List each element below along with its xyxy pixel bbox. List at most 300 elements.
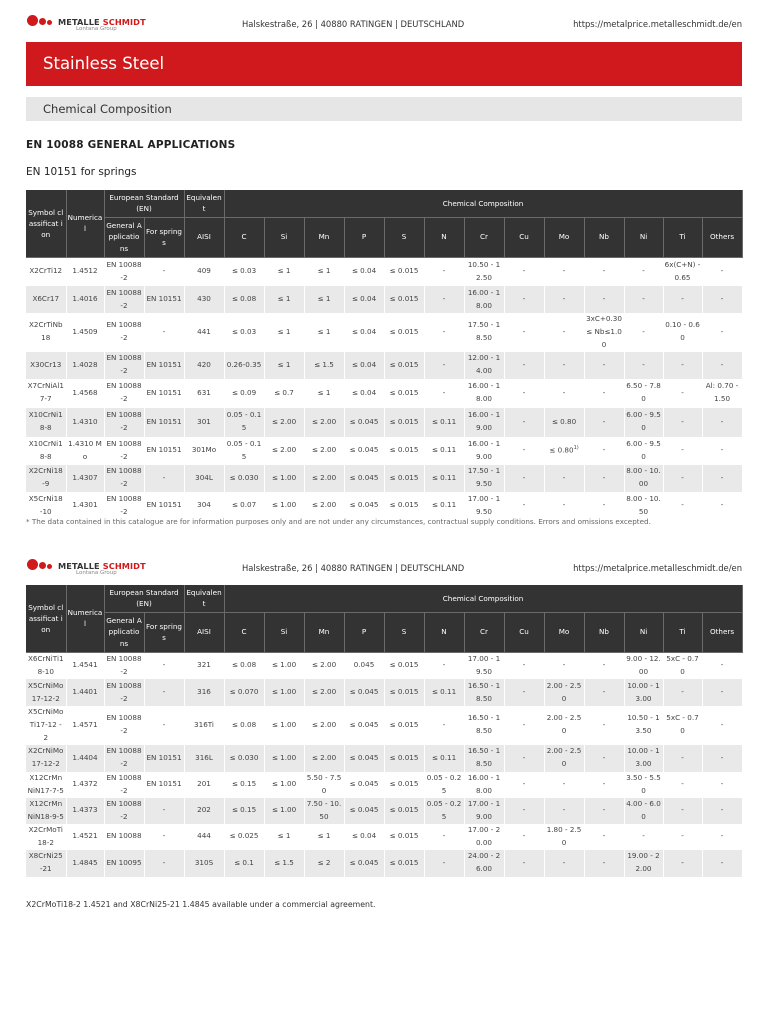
col-element-header: N — [424, 612, 464, 652]
table-row — [26, 679, 742, 706]
table-cell: ≤ 0.015 — [384, 379, 424, 408]
table-row — [26, 706, 742, 745]
table-cell: X2CrNi18 -9 — [26, 465, 66, 492]
table-cell: ≤ 0.03 — [224, 313, 264, 352]
table-cell: 0.05 - 0.25 — [424, 798, 464, 824]
table-cell: ≤ 1 — [264, 257, 304, 286]
table-cell: ≤ 0.015 — [384, 679, 424, 706]
logo-word-2: SCHMIDT — [102, 17, 146, 27]
table-cell: ≤ 0.030 — [224, 465, 264, 492]
table-cell: ≤ 0.045 — [344, 492, 384, 520]
table-cell: ≤ 0.80 — [544, 408, 584, 437]
table-cell: EN 10151 — [144, 352, 184, 379]
table-cell: - — [624, 824, 663, 850]
col-symbol-header: Symbol classificat ion — [26, 585, 66, 652]
table-cell: ≤ 2.00 — [304, 706, 344, 745]
table-row — [26, 745, 742, 772]
table-cell: - — [144, 824, 184, 850]
table-row — [26, 492, 742, 520]
col-element-header: Nb — [584, 612, 624, 652]
table-cell: ≤ 0.04 — [344, 352, 384, 379]
table-cell: ≤ 0.11 — [424, 465, 464, 492]
table-cell: 1.4509 — [66, 313, 104, 352]
table-cell: - — [663, 850, 702, 877]
table-cell: - — [702, 465, 742, 492]
table-cell: 17.50 - 19.50 — [464, 465, 504, 492]
table-cell: 7.50 - 10.50 — [304, 798, 344, 824]
table-cell: ≤ 1.00 — [264, 652, 304, 679]
table-cell: - — [584, 652, 624, 679]
table-cell: ≤ 0.04 — [344, 286, 384, 313]
table-cell: ≤ $0.80^{1)}$ — [544, 437, 584, 465]
table-cell: - — [663, 745, 702, 772]
table-cell: 8.00 - 10.00 — [624, 465, 663, 492]
table-cell: 6.00 - 9.50 — [624, 408, 663, 437]
table-cell: - — [504, 798, 544, 824]
table-cell: 310S — [184, 850, 224, 877]
table-cell: - — [144, 257, 184, 286]
title-banner — [26, 42, 742, 86]
table-cell: 24.00 - 26.00 — [464, 850, 504, 877]
table-cell: 1.4372 — [66, 772, 104, 798]
table-cell: X12CrMn NiN18-9-5 — [26, 798, 66, 824]
table-cell: ≤ 0.08 — [224, 706, 264, 745]
company-address: Halskestraße, 26 | 40880 RATINGEN | DEUTSCHLAND — [242, 563, 465, 573]
col-element-header: N — [424, 217, 464, 257]
table-cell: 1.4512 — [66, 257, 104, 286]
table-cell: - — [584, 286, 624, 313]
table-cell: - — [584, 379, 624, 408]
table-row — [26, 824, 742, 850]
col-numerical-header: Numerica l — [66, 190, 104, 257]
table-cell: 631 — [184, 379, 224, 408]
table-cell: 1.4373 — [66, 798, 104, 824]
table-cell: 2.00 - 2.50 — [544, 706, 584, 745]
table-cell: ≤ 1 — [304, 257, 344, 286]
table-cell: - — [702, 706, 742, 745]
table-cell: 5.50 - 7.50 — [304, 772, 344, 798]
table-cell: ≤ 1.00 — [264, 679, 304, 706]
table-cell: ≤ 0.04 — [344, 379, 384, 408]
table-cell: - — [624, 313, 663, 352]
table-cell: 1.4310 Mo — [66, 437, 104, 465]
composition-table-2 — [26, 585, 743, 877]
table-cell: ≤ 0.1 — [224, 850, 264, 877]
table-cell: X10CrNi1 8-8 — [26, 408, 66, 437]
table-cell: - — [584, 408, 624, 437]
subtitle-bar — [26, 97, 742, 121]
table-cell: EN 10151 — [144, 745, 184, 772]
table-cell: 19.00 - 22.00 — [624, 850, 663, 877]
table-cell: - — [544, 652, 584, 679]
table-cell: ≤ 0.015 — [384, 706, 424, 745]
table-cell: 10.50 - 12.50 — [464, 257, 504, 286]
table-cell: 5xC - 0.70 — [663, 706, 702, 745]
table-cell: ≤ 0.04 — [344, 257, 384, 286]
table-cell: - — [504, 772, 544, 798]
col-numerical-header: Numerica l — [66, 585, 104, 652]
col-element-header: S — [384, 217, 424, 257]
table-cell: 316Ti — [184, 706, 224, 745]
table-cell: ≤ 0.015 — [384, 313, 424, 352]
table-cell: - — [504, 286, 544, 313]
table-cell: - — [584, 798, 624, 824]
table-cell: 2.00 - 2.50 — [544, 679, 584, 706]
table-row — [26, 465, 742, 492]
table-cell: ≤ 1 — [304, 313, 344, 352]
table-cell: ≤ 1 — [304, 286, 344, 313]
col-element-header: Cu — [504, 217, 544, 257]
table-cell: - — [544, 465, 584, 492]
table-cell: ≤ 0.045 — [344, 798, 384, 824]
table-cell: - — [504, 652, 544, 679]
col-element-header: Mo — [544, 612, 584, 652]
col-element-header: C — [224, 217, 264, 257]
table-cell: EN 10088-2 — [104, 352, 144, 379]
col-aisi-header: AISI — [184, 612, 224, 652]
website-link[interactable]: https://metalprice.metalleschmidt.de/en — [573, 563, 742, 573]
table-cell: 316 — [184, 679, 224, 706]
table-cell: ≤ 0.15 — [224, 772, 264, 798]
table-cell: - — [504, 352, 544, 379]
table-cell: - — [702, 745, 742, 772]
table-cell: 1.4845 — [66, 850, 104, 877]
table-cell: 1.4301 — [66, 492, 104, 520]
table-cell: - — [624, 286, 663, 313]
table-cell: X2CrTi12 — [26, 257, 66, 286]
table-cell: ≤ 0.045 — [344, 850, 384, 877]
col-equivalent-header: Equivalen t — [184, 190, 224, 217]
table-cell: 321 — [184, 652, 224, 679]
table-cell: ≤ 0.11 — [424, 437, 464, 465]
table-cell: ≤ 0.11 — [424, 492, 464, 520]
table-cell: EN 10088-2 — [104, 798, 144, 824]
table-cell: - — [424, 706, 464, 745]
table-cell: X6Cr17 — [26, 286, 66, 313]
table-cell: 1.4028 — [66, 352, 104, 379]
table-cell: - — [424, 286, 464, 313]
table-cell: EN 10088 — [104, 824, 144, 850]
table-cell: - — [663, 352, 702, 379]
table-row — [26, 652, 742, 679]
table-row — [26, 772, 742, 798]
table-cell: ≤ 0.11 — [424, 679, 464, 706]
table-cell: - — [702, 437, 742, 465]
table-cell: ≤ 1 — [264, 824, 304, 850]
table-cell: 420 — [184, 352, 224, 379]
table-cell: ≤ 0.11 — [424, 408, 464, 437]
table-cell: - — [702, 408, 742, 437]
table-cell: EN 10088-2 — [104, 379, 144, 408]
table-cell: 3.50 - 5.50 — [624, 772, 663, 798]
table-cell: ≤ 1 — [304, 824, 344, 850]
table-cell: - — [544, 798, 584, 824]
disclaimer: * The data contained in this catalogue are for information purposes only and are not under any circumstances, contractual supply conditions. Errors and omissions excepted. — [26, 517, 651, 526]
table-cell: - — [584, 437, 624, 465]
table-row — [26, 437, 742, 465]
table-cell: ≤ 1 — [264, 286, 304, 313]
table-cell: ≤ 0.015 — [384, 798, 424, 824]
table-cell: ≤ 0.7 — [264, 379, 304, 408]
table-cell: 316L — [184, 745, 224, 772]
table-cell: ≤ 0.015 — [384, 465, 424, 492]
table-cell: ≤ 0.045 — [344, 408, 384, 437]
table-cell: - — [663, 379, 702, 408]
table-cell: ≤ 1.00 — [264, 772, 304, 798]
table-cell: - — [504, 313, 544, 352]
table-cell: X5CrNiMo Ti17-12 - 2 — [26, 706, 66, 745]
col-element-header: Mn — [304, 217, 344, 257]
table-cell: - — [144, 679, 184, 706]
table-cell: 201 — [184, 772, 224, 798]
website-link[interactable]: https://metalprice.metalleschmidt.de/en — [573, 19, 742, 29]
table-cell: 17.00 - 19.00 — [464, 798, 504, 824]
col-element-header: Mo — [544, 217, 584, 257]
table-cell: ≤ 0.015 — [384, 652, 424, 679]
table-cell: 17.50 - 18.50 — [464, 313, 504, 352]
table-cell: - — [702, 492, 742, 520]
table-cell: EN 10151 — [144, 492, 184, 520]
table-cell: - — [624, 257, 663, 286]
table-cell: - — [663, 492, 702, 520]
table-cell: EN 10088-2 — [104, 408, 144, 437]
table-cell: ≤ 0.015 — [384, 352, 424, 379]
table-cell: 444 — [184, 824, 224, 850]
col-element-header: Others — [702, 612, 742, 652]
table-cell: - — [504, 379, 544, 408]
table-cell: - — [144, 313, 184, 352]
table-row — [26, 798, 742, 824]
table-cell: - — [702, 824, 742, 850]
table-cell: 0.05 - 0.15 — [224, 437, 264, 465]
col-element-header: Ti — [663, 217, 702, 257]
page-header-2 — [26, 559, 742, 581]
table-cell: ≤ 2.00 — [304, 745, 344, 772]
col-element-header: Cr — [464, 612, 504, 652]
table-cell: - — [424, 257, 464, 286]
table-cell: Al: 0.70 - 1.50 — [702, 379, 742, 408]
table-cell: X30Cr13 — [26, 352, 66, 379]
table-cell: ≤ 1 — [264, 313, 304, 352]
table-cell: ≤ 0.045 — [344, 679, 384, 706]
table-cell: X5CrNi18 -10 — [26, 492, 66, 520]
table-cell: 1.4568 — [66, 379, 104, 408]
composition-table-1 — [26, 190, 743, 520]
table-cell: 6.50 - 7.80 — [624, 379, 663, 408]
table-cell: - — [544, 492, 584, 520]
table-cell: ≤ 1.00 — [264, 706, 304, 745]
table-cell: - — [702, 850, 742, 877]
table-cell: - — [584, 706, 624, 745]
table-cell: - — [663, 437, 702, 465]
table-cell: EN 10088-2 — [104, 652, 144, 679]
table-cell: - — [424, 313, 464, 352]
col-equivalent-header: Equivalen t — [184, 585, 224, 612]
table-cell: ≤ 0.025 — [224, 824, 264, 850]
col-element-header: S — [384, 612, 424, 652]
table-cell: - — [504, 465, 544, 492]
table-cell: - — [544, 257, 584, 286]
table-cell: - — [504, 745, 544, 772]
table-cell: - — [584, 772, 624, 798]
table-cell: - — [584, 850, 624, 877]
table-cell: X2CrTiNb 18 — [26, 313, 66, 352]
table-cell: ≤ 2.00 — [304, 408, 344, 437]
table-cell: ≤ 2.00 — [264, 408, 304, 437]
table-cell: ≤ 0.015 — [384, 850, 424, 877]
table-cell: ≤ 0.11 — [424, 745, 464, 772]
page-subtitle: Chemical Composition — [43, 102, 172, 116]
table-cell: ≤ 0.03 — [224, 257, 264, 286]
table-cell: - — [544, 379, 584, 408]
table-cell: - — [584, 492, 624, 520]
table-cell: 202 — [184, 798, 224, 824]
company-logo-2 — [26, 559, 146, 577]
table-cell: ≤ 0.04 — [344, 313, 384, 352]
table-cell: EN 10151 — [144, 286, 184, 313]
table-cell: - — [144, 850, 184, 877]
table-cell: ≤ 2.00 — [304, 492, 344, 520]
table-cell: 301 — [184, 408, 224, 437]
table-cell: - — [702, 772, 742, 798]
table-cell: 16.00 - 18.00 — [464, 379, 504, 408]
table-row — [26, 408, 742, 437]
table-cell: - — [544, 286, 584, 313]
table-cell: - — [504, 824, 544, 850]
table-cell: ≤ 1.00 — [264, 492, 304, 520]
col-chemical-composition-header: Chemical Composition — [224, 190, 742, 217]
table-cell: ≤ 0.04 — [344, 824, 384, 850]
table-cell: - — [424, 379, 464, 408]
table-cell: 304 — [184, 492, 224, 520]
table-cell: EN 10088-2 — [104, 465, 144, 492]
table-cell: ≤ 0.045 — [344, 706, 384, 745]
table-cell: X10CrNi1 8-8 — [26, 437, 66, 465]
table-cell: 1.4521 — [66, 824, 104, 850]
table-cell: EN 10088-2 — [104, 492, 144, 520]
table-cell: 6.00 - 9.50 — [624, 437, 663, 465]
table-cell: 8.00 - 10.50 — [624, 492, 663, 520]
table-cell: EN 10088-2 — [104, 745, 144, 772]
table-cell: - — [702, 313, 742, 352]
table-cell: ≤ 1.5 — [304, 352, 344, 379]
table-cell: - — [504, 679, 544, 706]
table-cell: ≤ 2.00 — [304, 652, 344, 679]
table-cell: EN 10151 — [144, 437, 184, 465]
company-address: Halskestraße, 26 | 40880 RATINGEN | DEUTSCHLAND — [242, 19, 465, 29]
table-cell: ≤ 2.00 — [304, 437, 344, 465]
table-cell: X7CrNiAl1 7-7 — [26, 379, 66, 408]
table-cell: EN 10151 — [144, 379, 184, 408]
table-cell: 16.50 - 18.50 — [464, 706, 504, 745]
table-cell: ≤ 0.015 — [384, 745, 424, 772]
table-cell: - — [584, 465, 624, 492]
table-cell: 10.00 - 13.00 — [624, 745, 663, 772]
table-cell: - — [504, 850, 544, 877]
section-title: EN 10088 GENERAL APPLICATIONS — [26, 139, 236, 151]
table-cell: ≤ 1 — [264, 352, 304, 379]
col-european-standard-header: European Standard (EN) — [104, 585, 184, 612]
table-cell: ≤ 0.015 — [384, 286, 424, 313]
table-cell: - — [544, 352, 584, 379]
table-cell: ≤ 2.00 — [264, 437, 304, 465]
col-element-header: P — [344, 217, 384, 257]
table-cell: ≤ 0.08 — [224, 286, 264, 313]
table-cell: - — [702, 257, 742, 286]
col-element-header: Si — [264, 217, 304, 257]
table-row — [26, 850, 742, 877]
table-cell: 4.00 - 6.00 — [624, 798, 663, 824]
table-cell: - — [584, 352, 624, 379]
table-cell: - — [584, 824, 624, 850]
table-cell: 409 — [184, 257, 224, 286]
table-row — [26, 257, 742, 286]
table-cell: - — [702, 352, 742, 379]
col-element-header: Ti — [663, 612, 702, 652]
logo-dots-icon — [26, 559, 56, 573]
logo-dots-icon — [26, 15, 56, 29]
table-cell: 10.50 - 13.50 — [624, 706, 663, 745]
table-cell: EN 10095 — [104, 850, 144, 877]
table-cell: EN 10088-2 — [104, 679, 144, 706]
table-cell: 16.00 - 19.00 — [464, 408, 504, 437]
section-subtitle: EN 10151 for springs — [26, 166, 137, 178]
table-cell: X5CrNiMo 17-12-2 — [26, 679, 66, 706]
table-cell: 9.00 - 12.00 — [624, 652, 663, 679]
col-element-header: Cr — [464, 217, 504, 257]
col-european-standard-header: European Standard (EN) — [104, 190, 184, 217]
table-cell: - — [424, 824, 464, 850]
table-cell: - — [584, 257, 624, 286]
table-cell: ≤ 2.00 — [304, 679, 344, 706]
table-cell: - — [424, 652, 464, 679]
col-springs-header: For springs — [144, 612, 184, 652]
table-cell: - — [144, 798, 184, 824]
table-cell: 12.00 - 14.00 — [464, 352, 504, 379]
col-aisi-header: AISI — [184, 217, 224, 257]
table-cell: ≤ 0.070 — [224, 679, 264, 706]
table-cell: EN 10088-2 — [104, 286, 144, 313]
table-cell: 2.00 - 2.50 — [544, 745, 584, 772]
table-cell: - — [702, 286, 742, 313]
table-row — [26, 313, 742, 352]
table-cell: EN 10088-2 — [104, 437, 144, 465]
table-cell: - — [424, 352, 464, 379]
table-cell: EN 10088-2 — [104, 257, 144, 286]
table-cell: 430 — [184, 286, 224, 313]
table-cell: ≤ 0.015 — [384, 824, 424, 850]
table-cell: ≤ 0.07 — [224, 492, 264, 520]
col-general-header: General Applicatio ns — [104, 217, 144, 257]
table-cell: ≤ 0.015 — [384, 408, 424, 437]
table-cell: EN 10088-2 — [104, 706, 144, 745]
table-cell: ≤ 0.045 — [344, 745, 384, 772]
table-cell: ≤ 0.045 — [344, 465, 384, 492]
table-cell: 0.26-0.35 — [224, 352, 264, 379]
table-cell: ≤ 0.015 — [384, 257, 424, 286]
table-cell: - — [663, 824, 702, 850]
table-cell: ≤ 0.09 — [224, 379, 264, 408]
table-cell: - — [663, 772, 702, 798]
logo-word-1: METALLE — [58, 17, 100, 27]
col-element-header: P — [344, 612, 384, 652]
table-cell: - — [504, 408, 544, 437]
col-element-header: Mn — [304, 612, 344, 652]
table-cell: 441 — [184, 313, 224, 352]
col-element-header: Ni — [624, 217, 663, 257]
table-cell: - — [504, 706, 544, 745]
table-cell: 16.50 - 18.50 — [464, 679, 504, 706]
